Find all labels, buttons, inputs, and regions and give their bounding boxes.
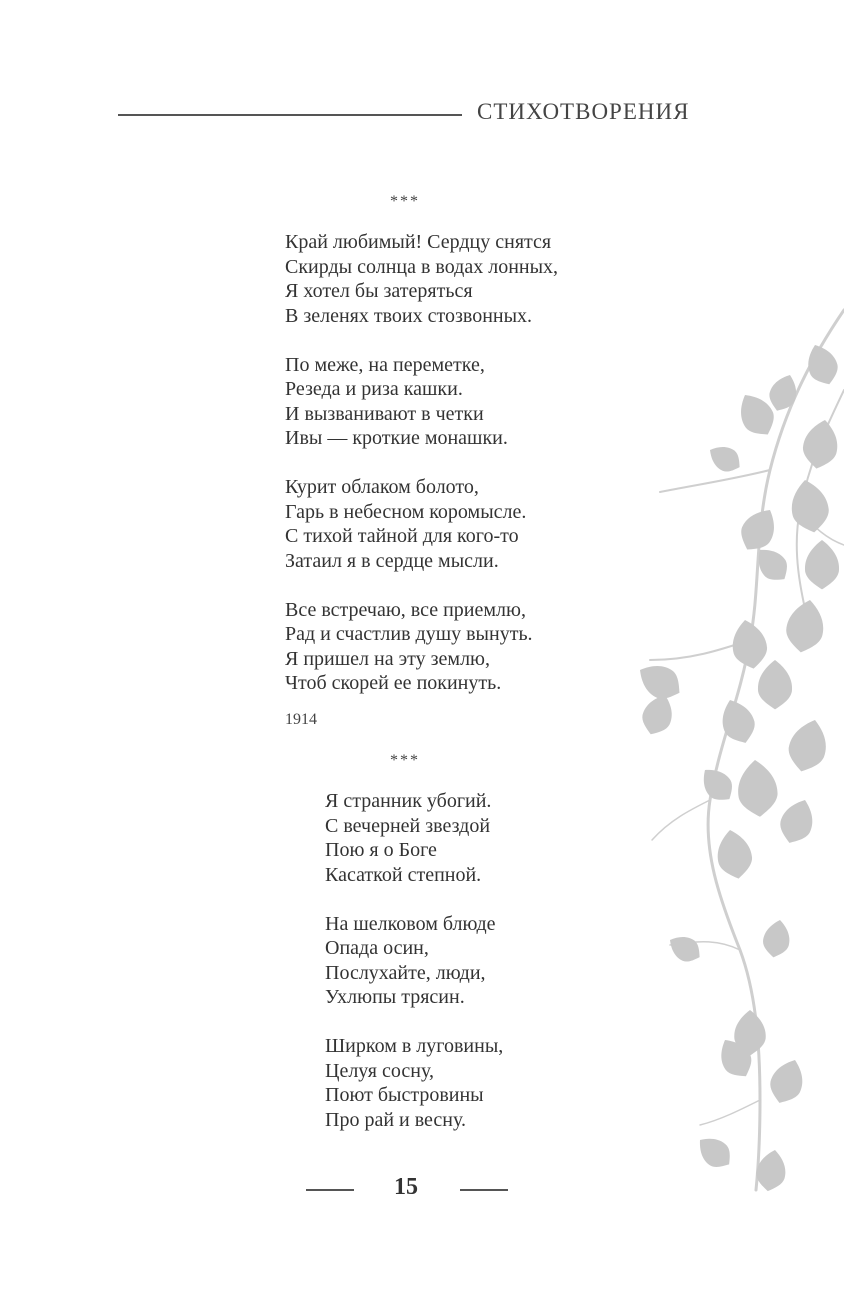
verse-line: Гарь в небесном коромысле. [285, 500, 527, 523]
footer-rule-right [460, 1189, 508, 1191]
verse-line: По меже, на переметке, [285, 353, 485, 376]
verse-line: Рад и счастлив душу вынуть. [285, 623, 533, 645]
verse-line: Край любимый! Сердцу снятся [285, 231, 552, 253]
running-head: СТИХОТВОРЕНИЯ [477, 99, 690, 124]
verse-line: Ширком в луговины, [325, 1035, 504, 1057]
stanza [285, 353, 558, 451]
verse-line: С вечерней звездой [325, 814, 491, 837]
verse-line: В зеленях твоих стозвонных. [285, 304, 533, 327]
verse-line: Поют быстровины [325, 1084, 484, 1106]
verse-line: Чтоб скорей ее покинуть. [285, 672, 502, 694]
verse-line: Я хотел бы затеряться [285, 280, 473, 302]
verse-line: С тихой тайной для кого-то [285, 525, 519, 547]
stanza [285, 475, 558, 573]
stanza [325, 789, 503, 887]
verse-line: Я пришел на эту землю, [285, 647, 490, 670]
verse-line: И вызванивают в четки [285, 402, 484, 425]
verse-line: Скирды солнца в водах лонных, [285, 255, 559, 278]
verse-line: Ивы — кроткие монашки. [285, 427, 508, 449]
verse-line: Ухлюпы трясин. [325, 986, 465, 1008]
verse-line: Пою я о Боге [325, 839, 437, 861]
verse-line: Целуя сосну, [325, 1059, 434, 1082]
stanza [285, 230, 558, 328]
verse-line: Про рай и весну. [325, 1108, 467, 1131]
verse-line: Курит облаком болото, [285, 476, 479, 498]
header-rule [118, 114, 462, 116]
verse-line: Касаткой степной. [325, 863, 482, 886]
poem-date: 1914 [285, 711, 317, 728]
footer-rule-left [306, 1189, 354, 1191]
poem-2 [325, 789, 503, 1132]
verse-line: Послухайте, люди, [325, 961, 486, 984]
poem-1 [285, 230, 558, 696]
verse-line: На шелковом блюде [325, 912, 496, 935]
verse-line: Затаил я в сердце мысли. [285, 549, 499, 572]
verse-line: Опада осин, [325, 937, 429, 959]
verse-line: Я странник убогий. [325, 790, 492, 812]
birch-branch-icon [610, 300, 844, 1200]
verse-line: Резеда и риза кашки. [285, 378, 463, 400]
stanza [325, 1034, 503, 1132]
poem-separator: *** [390, 193, 420, 210]
stanza [285, 598, 558, 696]
poem-separator: *** [390, 752, 420, 769]
verse-line: Все встречаю, все приемлю, [285, 598, 526, 621]
stanza [325, 912, 503, 1010]
page-number: 15 [394, 1174, 418, 1200]
